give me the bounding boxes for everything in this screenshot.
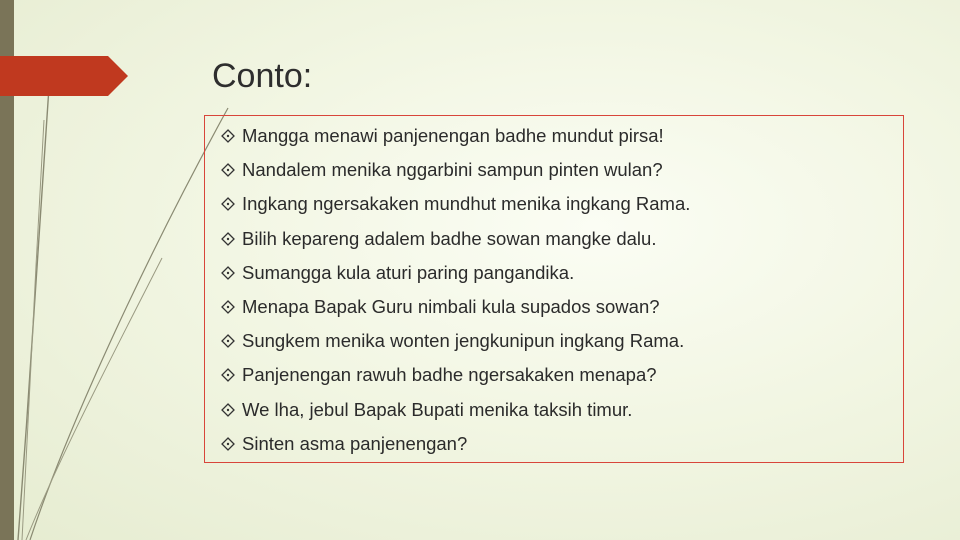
diamond-bullet-icon xyxy=(221,232,235,246)
bullet-item xyxy=(221,119,891,153)
diamond-bullet-icon xyxy=(221,437,235,451)
bullet-list xyxy=(221,119,891,461)
bullet-item xyxy=(221,290,891,324)
bullet-text: Sumangga kula aturi paring pangandika. xyxy=(242,261,575,283)
bullet-item xyxy=(221,222,891,256)
bullet-text: Ingkang ngersakaken mundhut menika ingkang Rama. xyxy=(242,193,691,215)
bullet-item xyxy=(221,427,891,461)
bullet-item xyxy=(221,187,891,221)
bullet-text: Nandalem menika nggarbini sampun pinten wulan? xyxy=(242,159,663,181)
diamond-bullet-icon xyxy=(221,163,235,177)
bullet-item xyxy=(221,324,891,358)
bullet-item xyxy=(221,256,891,290)
diamond-bullet-icon xyxy=(221,334,235,348)
diamond-bullet-icon xyxy=(221,197,235,211)
bullet-item xyxy=(221,358,891,392)
diamond-bullet-icon xyxy=(221,403,235,417)
content-box xyxy=(204,115,904,463)
bullet-text: We lha, jebul Bapak Bupati menika taksih timur. xyxy=(242,398,633,420)
bullet-text: Menapa Bapak Guru nimbali kula supados sowan? xyxy=(242,296,660,318)
diamond-bullet-icon xyxy=(221,368,235,382)
bullet-item xyxy=(221,393,891,427)
bullet-item xyxy=(221,153,891,187)
bullet-text: Mangga menawi panjenengan badhe mundut pirsa! xyxy=(242,125,664,147)
accent-arrow-shape xyxy=(0,56,128,96)
diamond-bullet-icon xyxy=(221,129,235,143)
slide-title: Conto: xyxy=(212,57,313,95)
bullet-text: Bilih kepareng adalem badhe sowan mangke dalu. xyxy=(242,227,657,249)
bullet-text: Sinten asma panjenengan? xyxy=(242,432,468,454)
bullet-text: Panjenengan rawuh badhe ngersakaken menapa? xyxy=(242,364,657,386)
diamond-bullet-icon xyxy=(221,300,235,314)
bullet-text: Sungkem menika wonten jengkunipun ingkang Rama. xyxy=(242,330,685,352)
diamond-bullet-icon xyxy=(221,266,235,280)
